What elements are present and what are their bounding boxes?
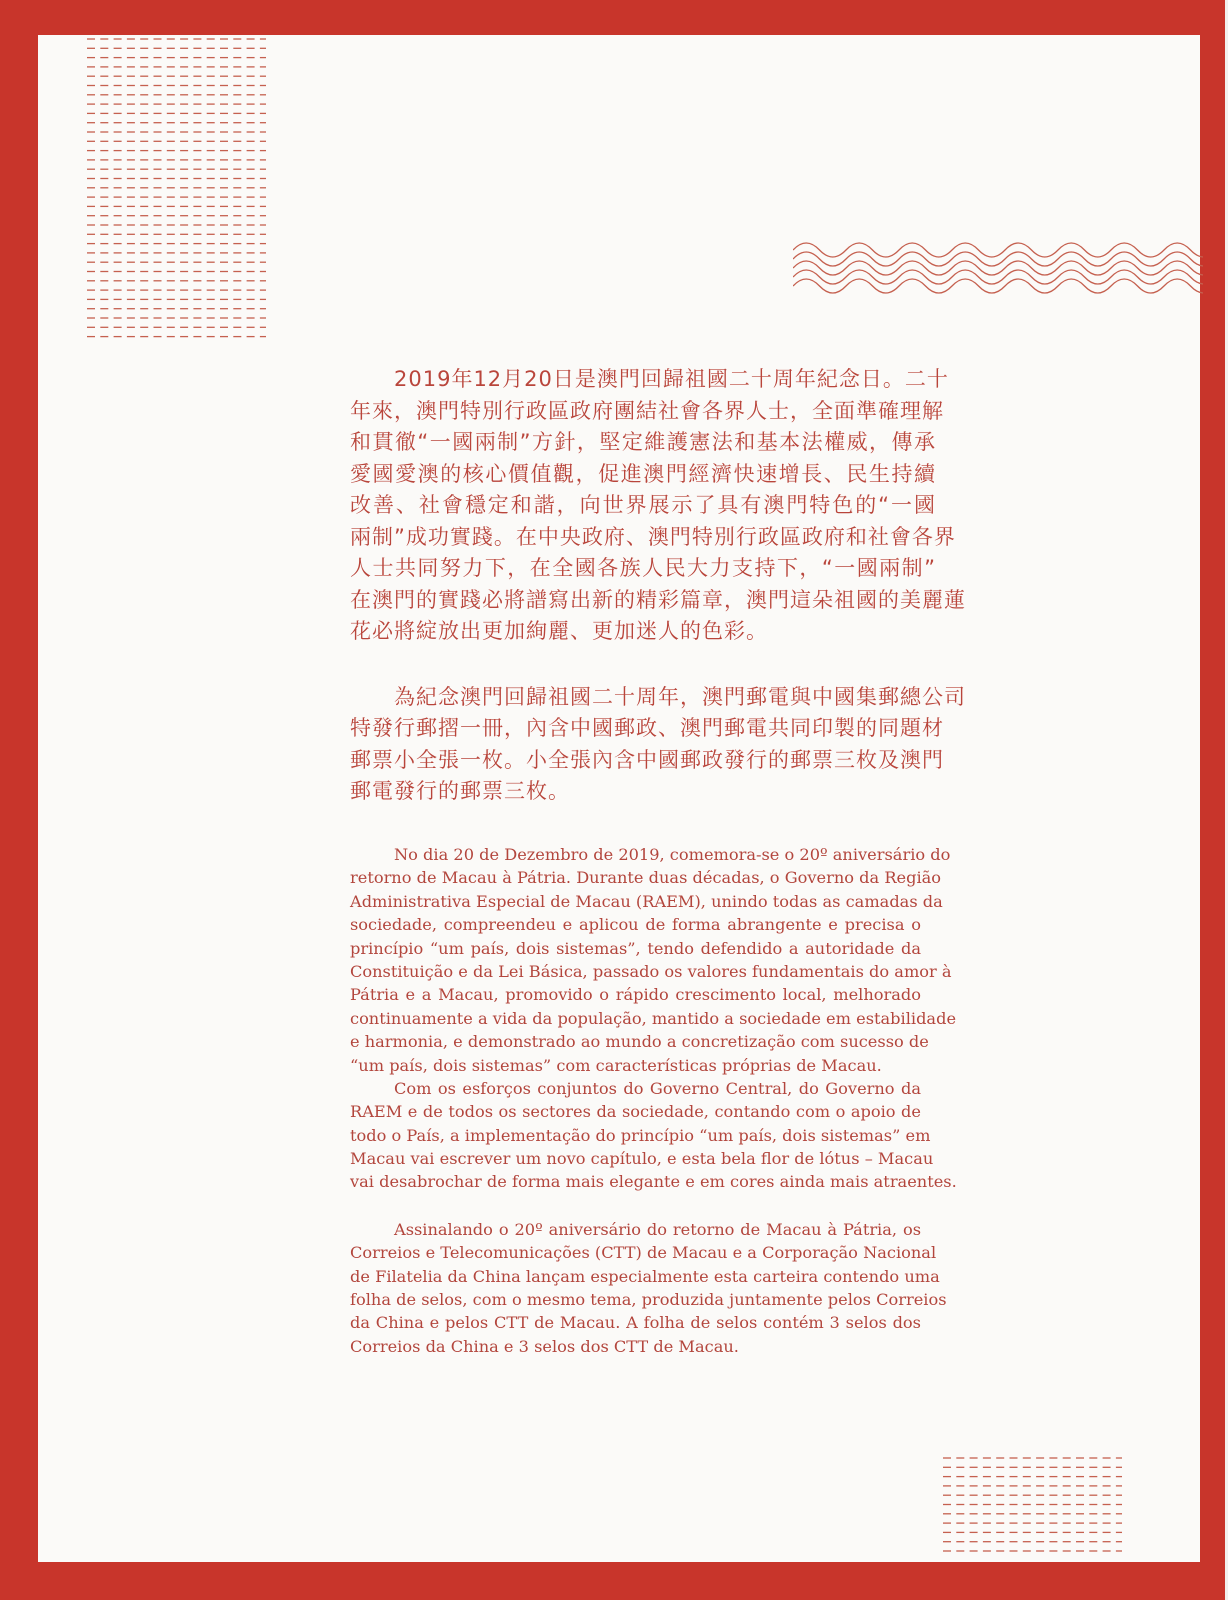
text-line: 改善、社會穩定和諧，向世界展示了具有澳門特色的“一國 (350, 493, 936, 517)
text-line: “um país, dois sistemas” com características próprias de Macau. (350, 1055, 882, 1075)
text-line: Pátria e a Macau, promovido o rápido crescimento local, melhorado (350, 985, 921, 1005)
text-line: 2019年12月20日是澳門回歸祖國二十周年紀念日。二十 (394, 367, 949, 391)
wave-lines-decoration (793, 236, 1203, 306)
text-line: 為紀念澳門回歸祖國二十周年，澳門郵電與中國集郵總公司 (394, 684, 966, 709)
text-line: vai desabrochar de forma mais elegante e em cores ainda mais atraentes. (350, 1172, 957, 1192)
text-line: e harmonia, e demonstrado ao mundo a concretização com sucesso de (350, 1032, 929, 1052)
text-line: folha de selos, com o mesmo tema, produzida juntamente pelos Correios (350, 1290, 947, 1310)
dash-pattern-bottom-right (942, 1456, 1122, 1558)
text-line: 年來，澳門特別行政區政府團結社會各界人士，全面準確理解 (350, 398, 944, 423)
text-line: sociedade, compreendeu e aplicou de forma abrangente e precisa o (350, 915, 921, 935)
text-line: princípio “um país, dois sistemas”, tendo defendido a autoridade da (350, 938, 921, 958)
text-line: 花必將綻放出更加絢麗、更加迷人的色彩。 (350, 619, 768, 643)
text-line: RAEM e de todos os sectores da sociedade, contando com o apoio de (350, 1102, 921, 1122)
text-line: Macau vai escrever um novo capítulo, e esta bela flor de lótus – Macau (350, 1149, 934, 1169)
text-line: da China e pelos CTT de Macau. A folha de selos contém 3 selos dos (350, 1313, 921, 1333)
text-line: 和貫徹“一國兩制”方針，堅定維護憲法和基本法權威，傳承 (350, 430, 936, 454)
wave-line (793, 243, 1203, 257)
text-line: Com os esforços conjuntos do Governo Central, do Governo da (394, 1078, 921, 1098)
text-line: continuamente a vida da população, mantido a sociedade em estabilidade (350, 1008, 957, 1028)
text-line: No dia 20 de Dezembro de 2019, comemora-se o 20º aniversário do (394, 845, 951, 864)
text-line: Correios e Telecomunicações (CTT) de Macau e a Corporação Nacional (350, 1243, 937, 1263)
text-line: Correios da China e 3 selos dos CTT de Macau. (350, 1336, 739, 1356)
chinese-text (350, 364, 966, 808)
text-line: 在澳門的實踐必將譜寫出新的精彩篇章，澳門這朵祖國的美麗蓮 (350, 587, 966, 612)
text-line: de Filatelia da China lançam especialmente esta carteira contendo uma (350, 1266, 940, 1286)
text-line: 愛國愛澳的核心價值觀，促進澳門經濟快速增長、民生持續 (350, 461, 936, 486)
text-line: 人士共同努力下，在全國各族人民大力支持下，“一國兩制” (350, 556, 936, 580)
text-line: todo o País, a implementação do princípio “um país, dois sistemas” em (350, 1125, 931, 1145)
text-line: Administrativa Especial de Macau (RAEM), unindo todas as camadas da (350, 891, 943, 911)
text-line: retorno de Macau à Pátria. Durante duas décadas, o Governo da Região (350, 868, 942, 888)
text-line: 兩制”成功實踐。在中央政府、澳門特別行政區政府和社會各界 (350, 524, 956, 549)
text-line: 郵電發行的郵票三枚。 (350, 779, 570, 803)
dash-pattern-top-left (86, 37, 266, 342)
portuguese-paragraph (350, 1218, 947, 1358)
portuguese-text (350, 843, 957, 1358)
portuguese-paragraph (350, 843, 957, 1077)
chinese-paragraph (350, 364, 966, 648)
portuguese-paragraph (350, 1077, 957, 1194)
chinese-paragraph (350, 682, 966, 808)
text-line: Constituição e da Lei Básica, passado os valores fundamentais do amor à (350, 961, 952, 981)
text-line: 特發行郵摺一冊，內含中國郵政、澳門郵電共同印製的同題材 (350, 716, 944, 740)
text-line: Assinalando o 20º aniversário do retorno de Macau à Pátria, os (394, 1219, 921, 1239)
text-line: 郵票小全張一枚。小全張內含中國郵政發行的郵票三枚及澳門 (350, 747, 944, 772)
